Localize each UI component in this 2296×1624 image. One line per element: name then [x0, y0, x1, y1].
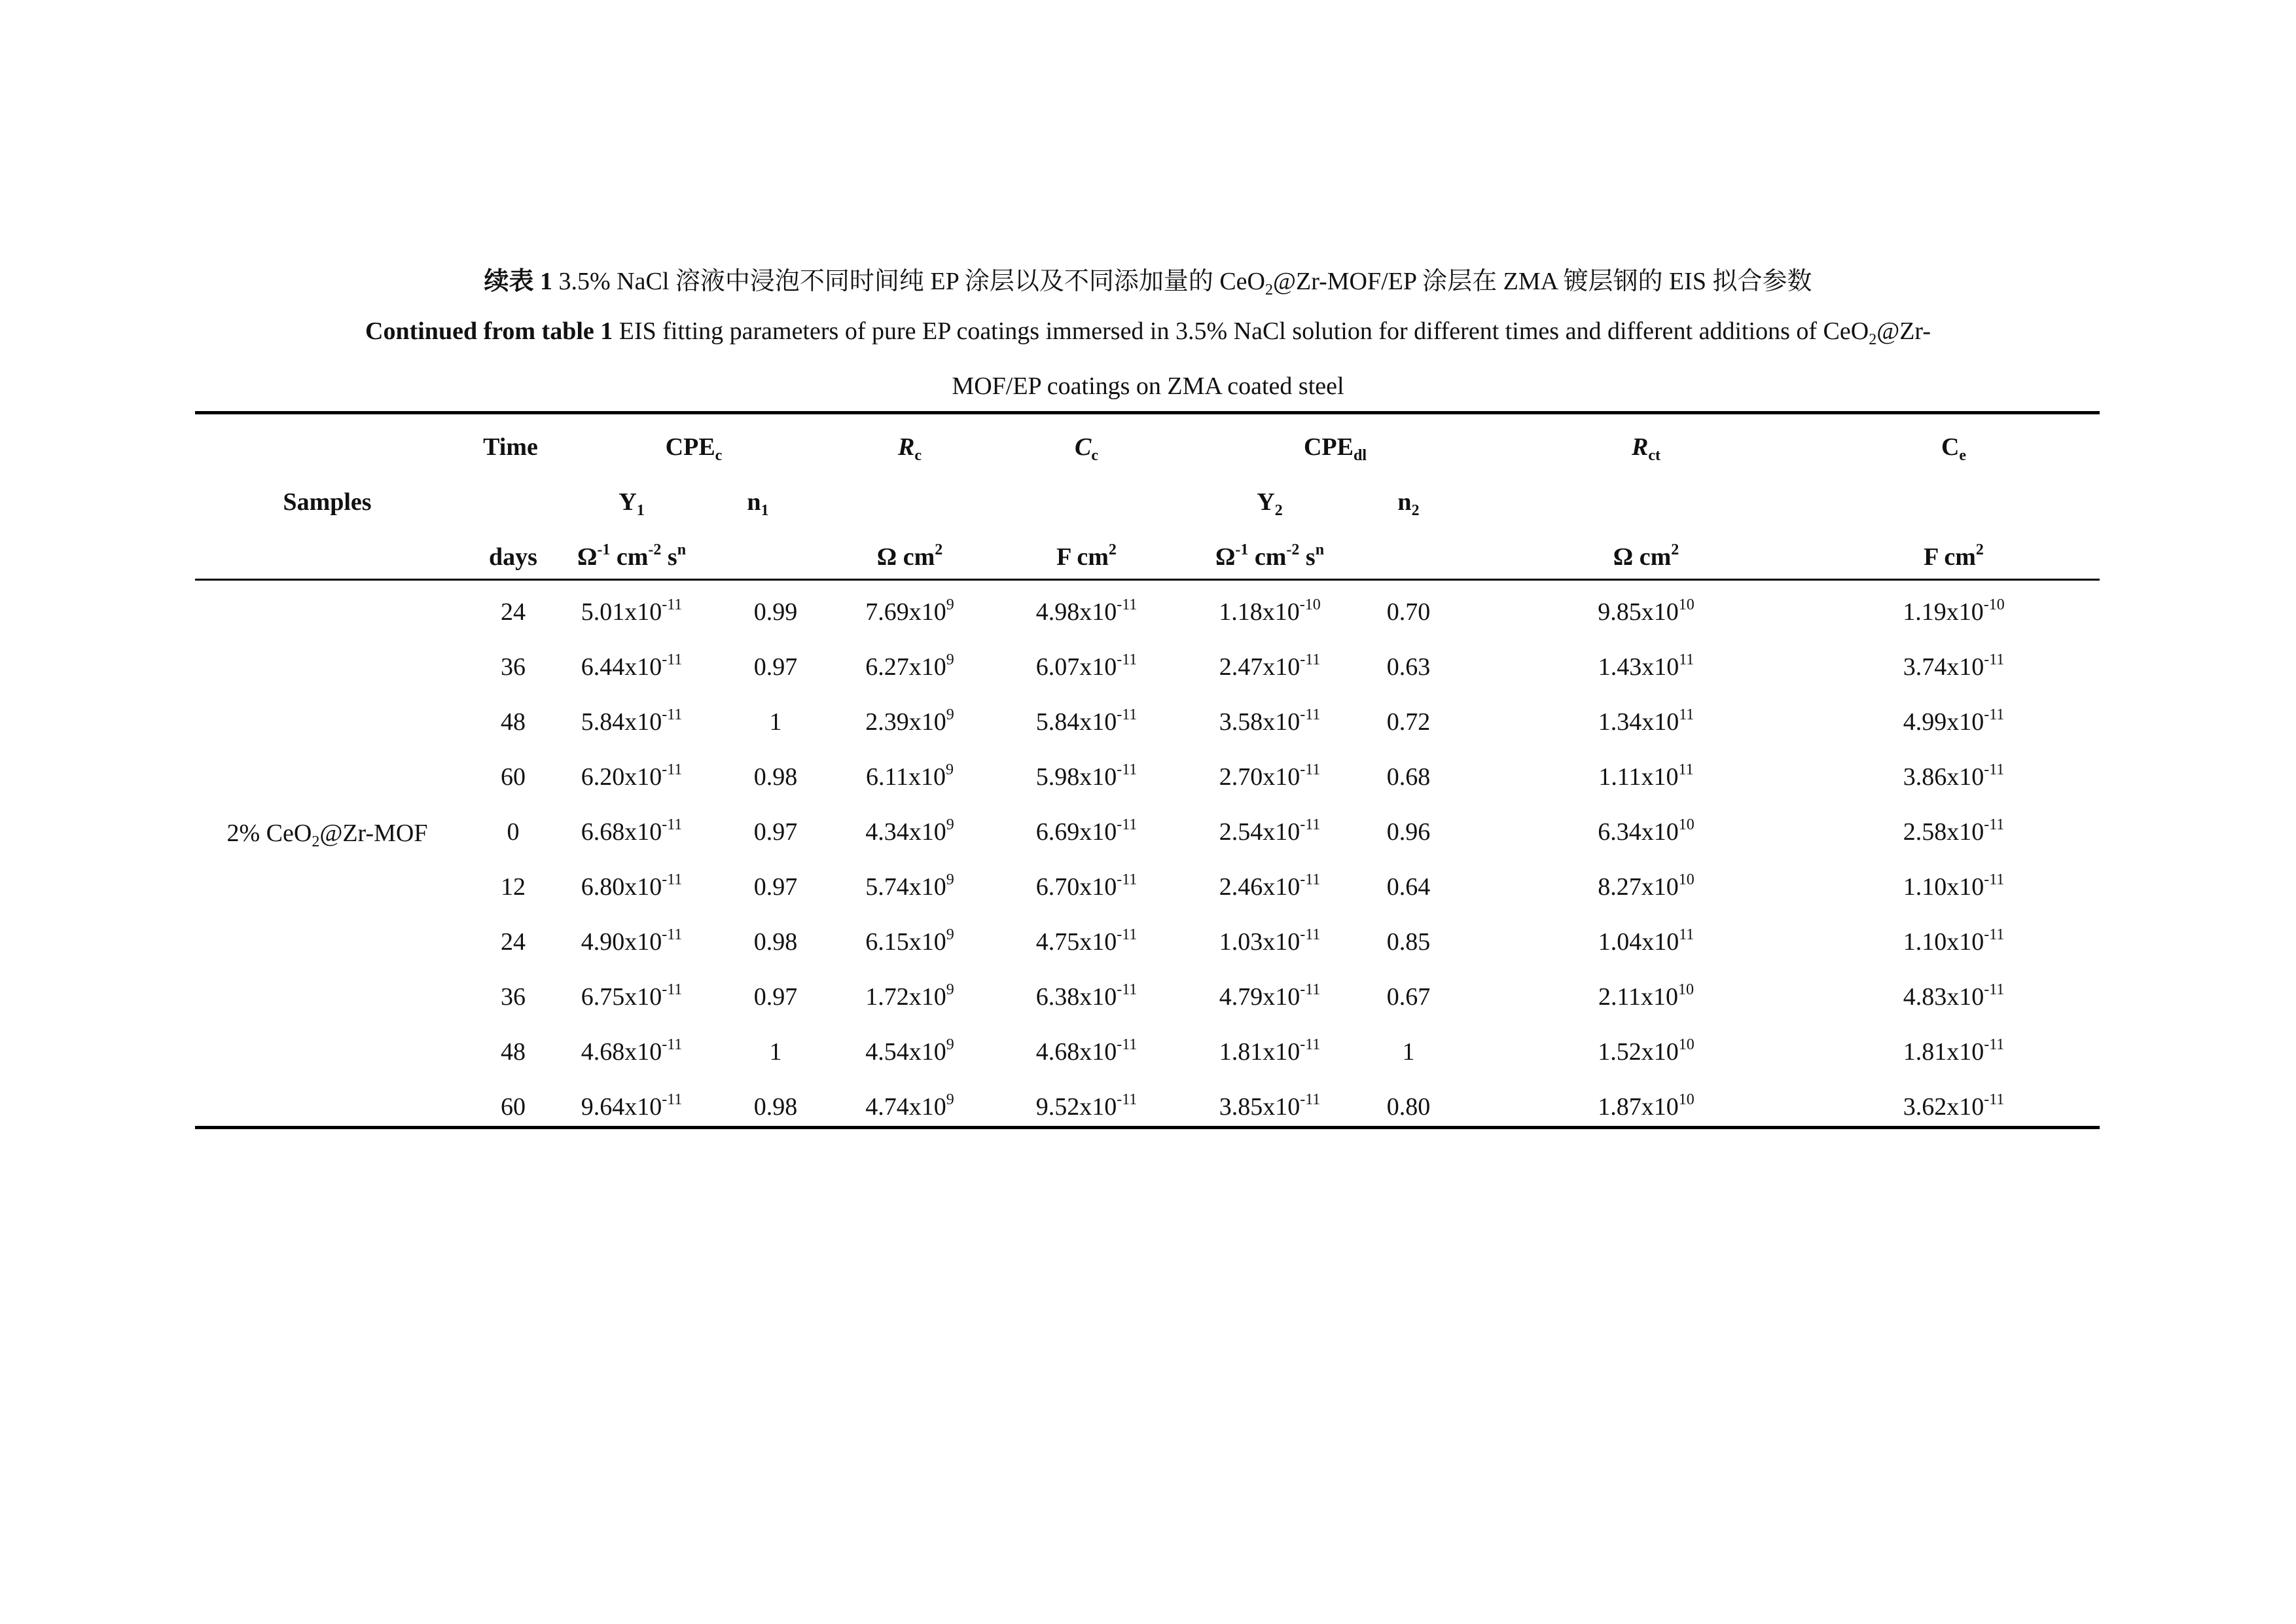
cell-rct: $1.52x10^{10}$ [1598, 1036, 1695, 1066]
cell-ce: $4.83x10^{-11}$ [1903, 981, 2005, 1011]
cell-n1: 0.97 [753, 818, 798, 846]
caption-cn-text: 3.5% NaCl 溶液中浸泡不同时间纯 EP 涂层以及不同添加量的 CeO [552, 268, 1265, 295]
header-cc: $C_c$ [1074, 433, 1099, 464]
cell-n2: 0.85 [1386, 928, 1431, 956]
cell-y2: $2.54x10^{-11}$ [1219, 816, 1321, 846]
cell-ce: $4.99x10^{-11}$ [1903, 706, 2005, 736]
cell-y1: $6.80x10^{-11}$ [581, 871, 683, 901]
header-rct: $R_{ct}$ [1631, 433, 1661, 464]
unit-rct: Ω $cm^2$ [1613, 541, 1679, 571]
cell-time: 12 [501, 873, 526, 901]
cell-y2: $1.03x10^{-11}$ [1219, 926, 1321, 956]
cell-y2: $4.79x10^{-11}$ [1219, 981, 1321, 1011]
table-caption-en [0, 317, 2296, 346]
cell-rct: $8.27x10^{10}$ [1598, 871, 1695, 901]
cell-rc: $4.74x10^9$ [865, 1091, 954, 1121]
cell-y1: $6.75x10^{-11}$ [581, 981, 683, 1011]
cell-rct: $6.34x10^{10}$ [1598, 816, 1695, 846]
cell-n2: 0.64 [1386, 873, 1431, 901]
cell-ce: $3.74x10^{-11}$ [1903, 651, 2005, 681]
cell-time: 48 [501, 708, 526, 736]
cell-cc: $6.38x10^{-11}$ [1035, 981, 1138, 1011]
cell-y2: $1.81x10^{-11}$ [1219, 1036, 1321, 1066]
cell-rct: $2.11x10^{10}$ [1598, 981, 1695, 1011]
cell-rc: $6.15x10^9$ [865, 926, 954, 956]
cell-n1: 0.98 [753, 1093, 798, 1121]
cell-y2: $2.46x10^{-11}$ [1219, 871, 1321, 901]
header-n2: $n_2$ [1397, 488, 1420, 519]
cell-n1: 0.98 [753, 763, 798, 791]
cell-n2: 1 [1402, 1038, 1415, 1066]
cell-rc: $7.69x10^9$ [865, 596, 954, 626]
caption-en-sub: 2 [1869, 331, 1877, 348]
caption-en-text: EIS fitting parameters of pure EP coatings immersed in 3.5% NaCl solution for different times and different additions of CeO [613, 317, 1869, 345]
cell-y2: $3.85x10^{-11}$ [1219, 1091, 1321, 1121]
unit-y1: $\Omega^{-1}$ $cm^{-2}$ $s^n$ [577, 541, 687, 571]
cell-y1: $6.44x10^{-11}$ [581, 651, 683, 681]
caption-cn-label: 续表 1 [484, 268, 553, 295]
table-header-rule [195, 579, 2100, 581]
cell-time: 36 [501, 653, 526, 681]
cell-rct: $1.04x10^{11}$ [1598, 926, 1695, 956]
cell-n1: 0.99 [753, 598, 798, 626]
table-top-rule [195, 411, 2100, 414]
header-rc: $R_c$ [897, 433, 922, 464]
cell-y1: $6.20x10^{-11}$ [581, 761, 683, 791]
header-time: Time [483, 433, 538, 461]
sample-label: 2% CeO$_2$@Zr-MOF [226, 820, 428, 850]
cell-time: 0 [507, 818, 520, 846]
cell-n2: 0.72 [1386, 708, 1431, 736]
cell-y2: $3.58x10^{-11}$ [1219, 706, 1321, 736]
cell-cc: $4.75x10^{-11}$ [1035, 926, 1138, 956]
unit-ce: F $cm^2$ [1924, 541, 1984, 571]
cell-y1: $4.90x10^{-11}$ [581, 926, 683, 956]
cell-time: 24 [501, 928, 526, 956]
cell-cc: $5.98x10^{-11}$ [1035, 761, 1138, 791]
cell-rct: $1.87x10^{10}$ [1598, 1091, 1695, 1121]
unit-cc: F $cm^2$ [1056, 541, 1117, 571]
header-cpe-dl: $CPE_{dl}$ [1303, 433, 1367, 464]
cell-rc: $5.74x10^9$ [865, 871, 954, 901]
cell-n2: 0.68 [1386, 763, 1431, 791]
cell-rc: $1.72x10^9$ [865, 981, 954, 1011]
cell-n2: 0.80 [1386, 1093, 1431, 1121]
cell-n2: 0.67 [1386, 983, 1431, 1011]
cell-cc: $6.70x10^{-11}$ [1035, 871, 1138, 901]
cell-rc: $4.54x10^9$ [865, 1036, 954, 1066]
cell-y1: $4.68x10^{-11}$ [581, 1036, 683, 1066]
table-caption-cn [0, 261, 2296, 297]
cell-time: 24 [501, 598, 526, 626]
cell-y1: $6.68x10^{-11}$ [581, 816, 683, 846]
cell-rct: $1.43x10^{11}$ [1598, 651, 1695, 681]
unit-rc: Ω $cm^2$ [876, 541, 943, 571]
header-n1: $n_1$ [747, 488, 769, 519]
cell-n1: 0.97 [753, 873, 798, 901]
cell-rc: $6.27x10^9$ [865, 651, 954, 681]
cell-y1: $9.64x10^{-11}$ [581, 1091, 683, 1121]
header-cpe-c: $CPE_c$ [665, 433, 723, 464]
cell-ce: $1.19x10^{-10}$ [1903, 596, 2005, 626]
cell-rc: $4.34x10^9$ [865, 816, 954, 846]
cell-n2: 0.70 [1386, 598, 1431, 626]
cell-rct: $1.34x10^{11}$ [1598, 706, 1695, 736]
cell-cc: $9.52x10^{-11}$ [1035, 1091, 1138, 1121]
caption-cn-text-end: @Zr-MOF/EP 涂层在 ZMA 镀层钢的 EIS 拟合参数 [1273, 268, 1812, 295]
cell-cc: $6.07x10^{-11}$ [1035, 651, 1138, 681]
table-bottom-rule [195, 1126, 2100, 1129]
cell-ce: $1.10x10^{-11}$ [1903, 926, 2005, 956]
cell-rc: $2.39x10^9$ [865, 706, 954, 736]
cell-y2: $2.70x10^{-11}$ [1219, 761, 1321, 791]
cell-y1: $5.01x10^{-11}$ [581, 596, 683, 626]
cell-n1: 0.97 [753, 653, 798, 681]
table-caption-en-line2: MOF/EP coatings on ZMA coated steel [952, 372, 1344, 400]
cell-n2: 0.96 [1386, 818, 1431, 846]
cell-ce: $1.81x10^{-11}$ [1903, 1036, 2005, 1066]
header-ce: $C_e$ [1941, 433, 1967, 464]
cell-n1: 0.97 [753, 983, 798, 1011]
cell-n1: 1 [769, 1038, 782, 1066]
cell-n1: 1 [769, 708, 782, 736]
caption-en-text-end: @Zr- [1876, 317, 1931, 345]
cell-cc: $5.84x10^{-11}$ [1035, 706, 1138, 736]
cell-rct: $1.11x10^{11}$ [1598, 761, 1694, 791]
cell-time: 60 [501, 763, 526, 791]
cell-n2: 0.63 [1386, 653, 1431, 681]
header-y1: $Y_1$ [619, 488, 645, 519]
cell-y2: $1.18x10^{-10}$ [1219, 596, 1321, 626]
cell-rc: $6.11x10^9$ [865, 761, 954, 791]
cell-time: 36 [501, 983, 526, 1011]
cell-ce: $3.86x10^{-11}$ [1903, 761, 2005, 791]
cell-y1: $5.84x10^{-11}$ [581, 706, 683, 736]
caption-cn-sub: 2 [1265, 281, 1273, 298]
cell-time: 60 [501, 1093, 526, 1121]
cell-ce: $3.62x10^{-11}$ [1903, 1091, 2005, 1121]
cell-n1: 0.98 [753, 928, 798, 956]
caption-en-label: Continued from table 1 [365, 317, 613, 345]
cell-time: 48 [501, 1038, 526, 1066]
cell-cc: $6.69x10^{-11}$ [1035, 816, 1138, 846]
cell-ce: $2.58x10^{-11}$ [1903, 816, 2005, 846]
cell-ce: $1.10x10^{-11}$ [1903, 871, 2005, 901]
header-samples: Samples [283, 488, 372, 516]
cell-rct: $9.85x10^{10}$ [1598, 596, 1695, 626]
cell-y2: $2.47x10^{-11}$ [1219, 651, 1321, 681]
unit-y2: $\Omega^{-1}$ $cm^{-2}$ $s^n$ [1215, 541, 1325, 571]
cell-cc: $4.98x10^{-11}$ [1035, 596, 1138, 626]
cell-cc: $4.68x10^{-11}$ [1035, 1036, 1138, 1066]
header-days: days [489, 543, 537, 571]
header-y2: $Y_2$ [1257, 488, 1283, 519]
